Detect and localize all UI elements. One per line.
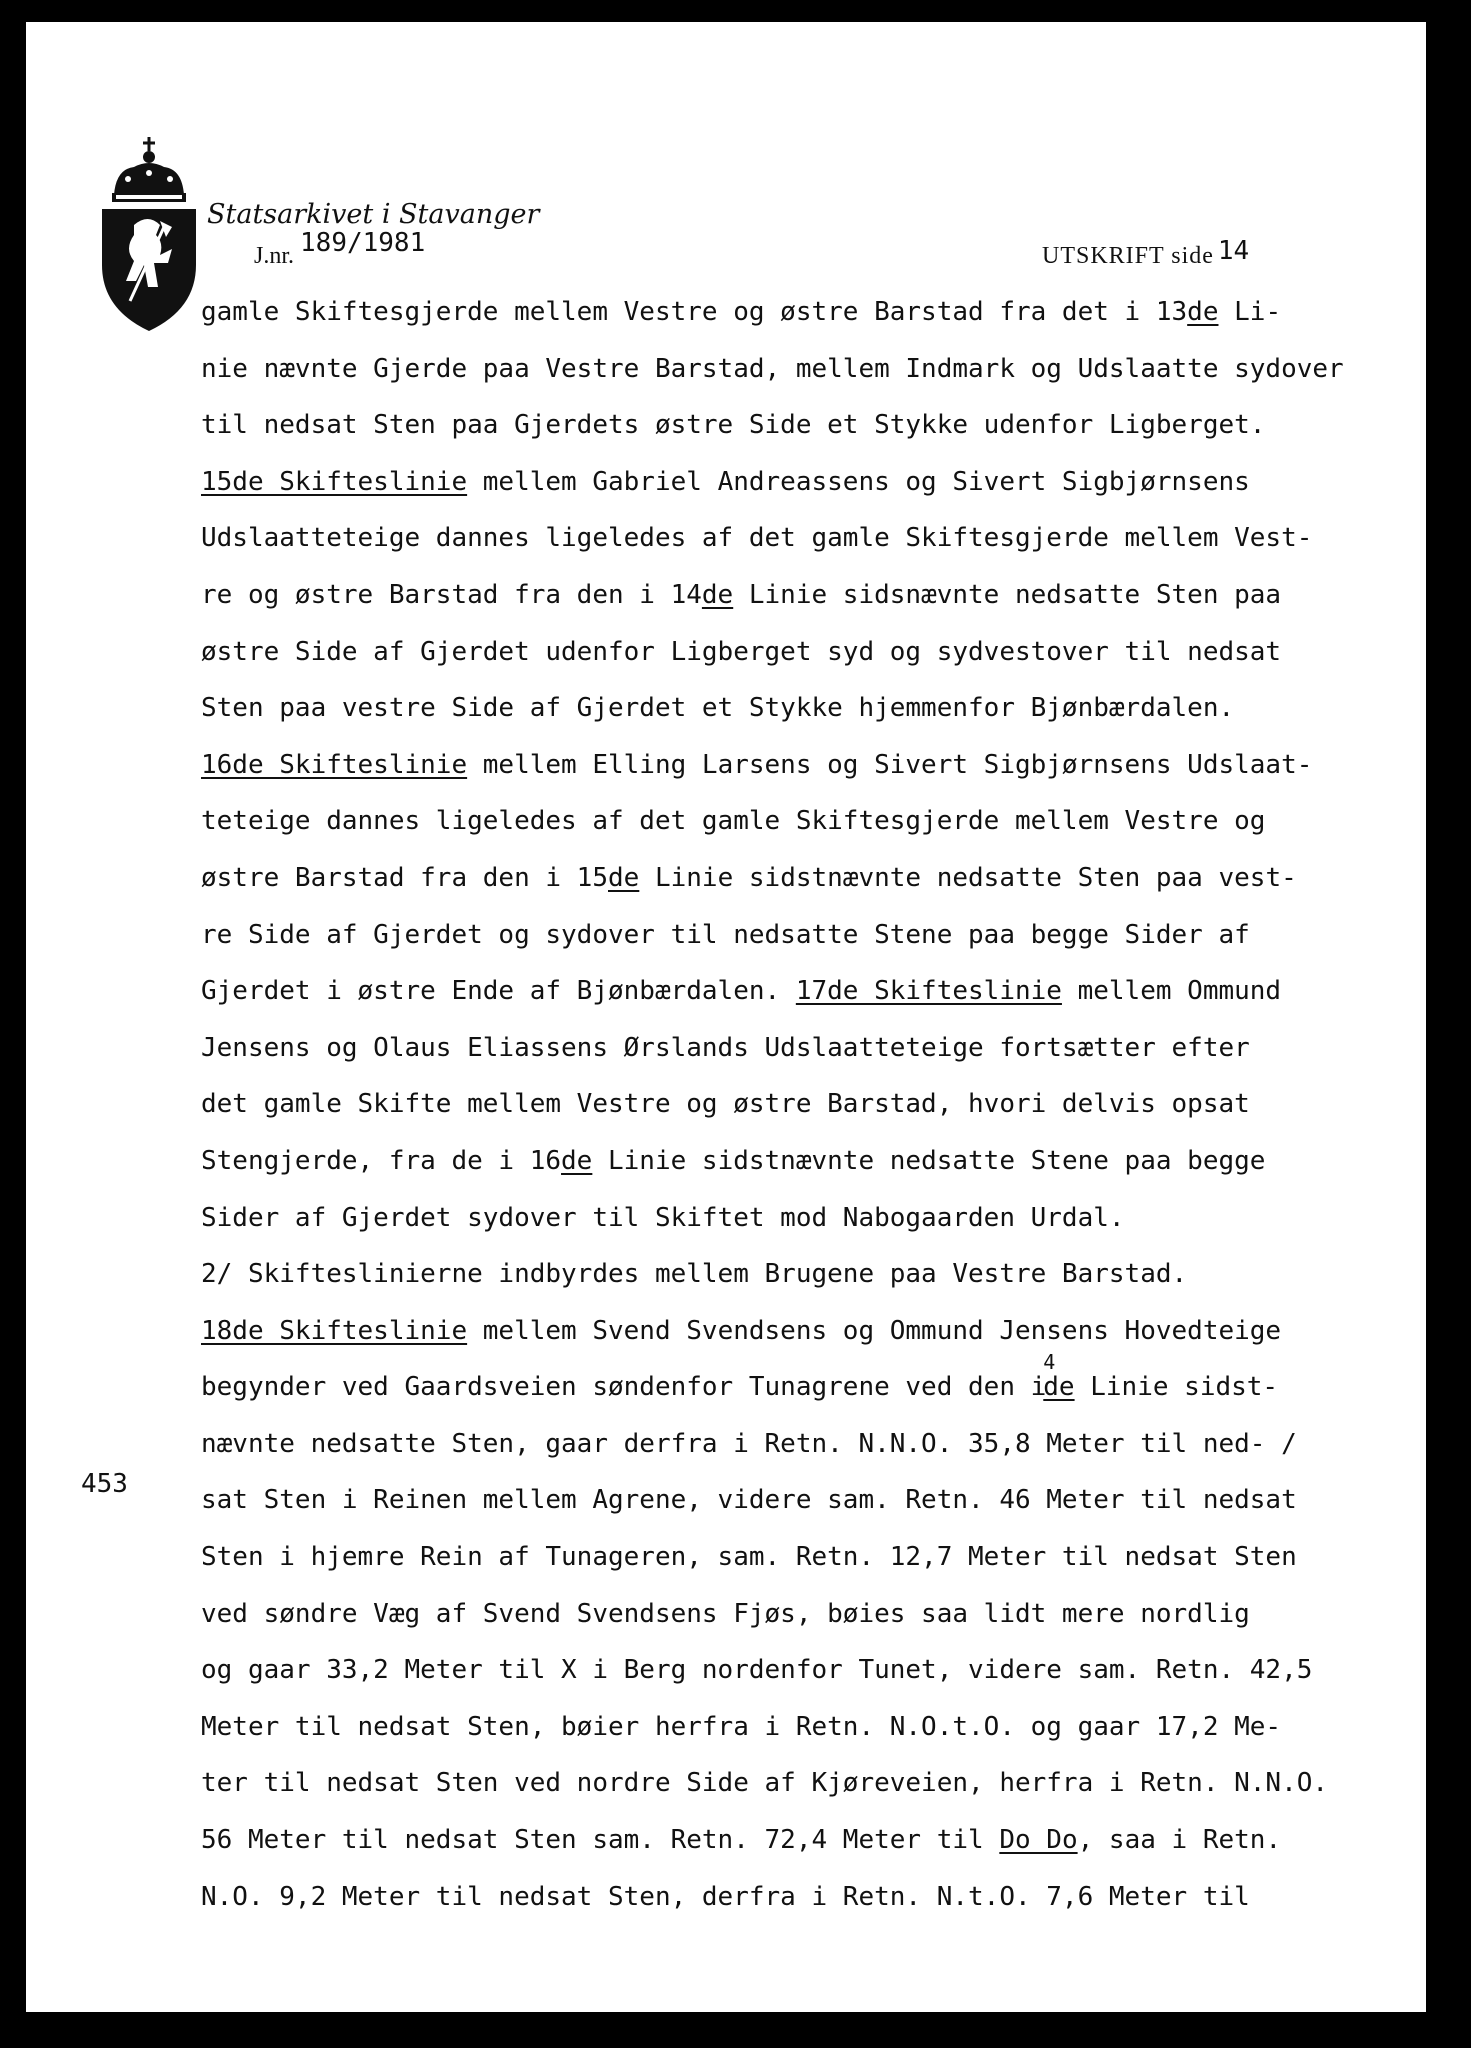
underlined-text: de <box>561 1145 593 1176</box>
text-segment: mellem Elling Larsens og Sivert Sigbjørnsens Udslaat- <box>467 749 1313 780</box>
text-segment: Sten paa vestre Side af Gjerdet et Stykke hjemmenfor Bjønbærdalen. <box>201 693 1235 724</box>
underlined-text: Do Do <box>999 1825 1078 1856</box>
text-segment: ved søndre Væg af Svend Svendsens Fjøs, bøies saa lidt mere nordlig <box>201 1598 1250 1629</box>
text-line <box>201 1812 1344 1869</box>
underlined-text: 18de Skifteslinie <box>201 1315 468 1346</box>
text-segment: sat Sten i Reinen mellem Agrene, videre sam. Retn. 46 Meter til nedsat <box>201 1485 1297 1516</box>
text-line <box>201 1246 1344 1303</box>
text-segment: re og østre Barstad fra den i 14 <box>201 579 702 610</box>
underlined-text: de <box>1043 1372 1075 1403</box>
underlined-text: 16de Skifteslinie <box>201 749 468 780</box>
utskrift-label: UTSKRIFT side <box>1042 243 1214 269</box>
text-segment: Linie sidst- <box>1074 1372 1279 1403</box>
text-segment: Linie sidsnævnte nedsatte Sten paa <box>733 579 1282 610</box>
text-line <box>201 680 1344 737</box>
text-line <box>201 1529 1344 1586</box>
text-line <box>201 1472 1344 1529</box>
underlined-text: 15de Skifteslinie <box>201 466 468 497</box>
jnr-label: J.nr. <box>254 243 295 269</box>
text-segment: og gaar 33,2 Meter til X i Berg nordenfor Tunet, videre sam. Retn. 42,5 <box>201 1655 1313 1686</box>
jnr-value: 189/1981 <box>300 228 426 258</box>
page-number: 14 <box>1217 236 1250 266</box>
text-segment: teteige dannes ligeledes af det gamle Skiftesgjerde mellem Vestre og <box>201 806 1266 837</box>
text-line <box>201 454 1344 511</box>
text-line <box>201 1869 1344 1926</box>
text-line <box>201 737 1344 794</box>
text-segment: Sten i hjemre Rein af Tunageren, sam. Retn. 12,7 Meter til nedsat Sten <box>201 1542 1297 1573</box>
underlined-text: 17de Skifteslinie <box>795 976 1062 1007</box>
document-page <box>26 22 1426 2012</box>
text-segment: Sider af Gjerdet sydover til Skiftet mod Nabogaarden Urdal. <box>201 1202 1125 1233</box>
norwegian-coat-of-arms-icon <box>94 135 204 335</box>
text-line <box>201 1699 1344 1756</box>
text-segment: til nedsat Sten paa Gjerdets østre Side et Stykke udenfor Ligberget. <box>201 410 1266 441</box>
text-segment: Linie sidstnævnte nedsatte Stene paa begge <box>592 1145 1266 1176</box>
margin-note: 453 <box>81 1469 128 1499</box>
archive-name: Statsarkivet i Stavanger <box>207 199 540 230</box>
text-segment: Jensens og Olaus Eliassens Ørslands Udslaatteteige fortsætter efter <box>201 1032 1250 1063</box>
text-line <box>201 567 1344 624</box>
text-segment: N.O. 9,2 Meter til nedsat Sten, derfra i Retn. N.t.O. 7,6 Meter til <box>201 1881 1250 1912</box>
text-segment: mellem Gabriel Andreassens og Sivert Sigbjørnsens <box>467 466 1250 497</box>
text-segment: østre Barstad fra den i 15 <box>201 862 608 893</box>
text-segment: 56 Meter til nedsat Sten sam. Retn. 72,4 Meter til <box>201 1825 1000 1856</box>
text-line <box>201 510 1344 567</box>
text-line <box>201 850 1344 907</box>
text-segment: re Side af Gjerdet og sydover til nedsatte Stene paa begge Sider af <box>201 919 1250 950</box>
text-line <box>201 1303 1344 1360</box>
text-segment: mellem Ommund <box>1061 976 1282 1007</box>
text-line <box>201 341 1344 398</box>
text-line <box>201 397 1344 454</box>
text-segment: Stengjerde, fra de i 16 <box>201 1145 562 1176</box>
text-line <box>201 1416 1344 1473</box>
text-segment: , saa i Retn. <box>1077 1825 1282 1856</box>
underlined-text: de <box>608 862 640 893</box>
text-line <box>201 1755 1344 1812</box>
text-segment: mellem Svend Svendsens og Ommund Jensens Hovedteige <box>467 1315 1282 1346</box>
transcript-page-label <box>1042 236 1250 270</box>
text-segment: Udslaatteteige dannes ligeledes af det gamle Skiftesgjerde mellem Vest- <box>201 523 1313 554</box>
text-line <box>201 1133 1344 1190</box>
text-segment: Gjerdet i østre Ende af Bjønbærdalen. <box>201 976 796 1007</box>
text-segment: det gamle Skifte mellem Vestre og østre Barstad, hvori delvis opsat <box>201 1089 1250 1120</box>
text-segment: østre Side af Gjerdet udenfor Ligberget syd og sydvestover til nedsat <box>201 636 1282 667</box>
transcript-body <box>201 284 1344 1925</box>
text-line <box>201 793 1344 850</box>
text-line <box>201 1642 1344 1699</box>
text-line <box>201 963 1344 1020</box>
underlined-text: de <box>701 579 734 610</box>
underlined-text: de <box>1187 297 1219 327</box>
text-segment: ter til nedsat Sten ved nordre Side af Kjøreveien, herfra i Retn. N.N.O. <box>201 1768 1329 1799</box>
text-line <box>201 907 1344 964</box>
text-segment: Linie sidstnævnte nedsatte Sten paa vest- <box>639 862 1297 893</box>
text-segment: 2/ Skifteslinierne indbyrdes mellem Brugene paa Vestre Barstad. <box>201 1259 1188 1290</box>
text-segment: nie nævnte Gjerde paa Vestre Barstad, mellem Indmark og Udslaatte sydover <box>201 353 1344 384</box>
text-line: begynder ved Gaardsveien søndenfor Tunagrene ved den i4de Linie sidst- <box>201 1350 1279 1403</box>
text-line <box>201 624 1344 681</box>
text-segment: Li- <box>1218 297 1282 327</box>
text-segment: Meter til nedsat Sten, bøier herfra i Retn. N.O.t.O. og gaar 17,2 Me- <box>201 1711 1282 1742</box>
text-line <box>201 1076 1344 1133</box>
text-line <box>201 1020 1344 1077</box>
text-line <box>201 1586 1344 1643</box>
text-segment: nævnte nedsatte Sten, gaar derfra i Retn. N.N.O. 35,8 Meter til ned- / <box>201 1428 1297 1459</box>
text-line <box>201 1190 1344 1247</box>
text-segment: gamle Skiftesgjerde mellem Vestre og østre Barstad fra det i 13 <box>201 297 1188 327</box>
text-segment: begynder ved Gaardsveien søndenfor Tunagrene ved den i <box>201 1372 1047 1403</box>
journal-number <box>254 228 426 270</box>
text-line <box>201 284 1344 341</box>
